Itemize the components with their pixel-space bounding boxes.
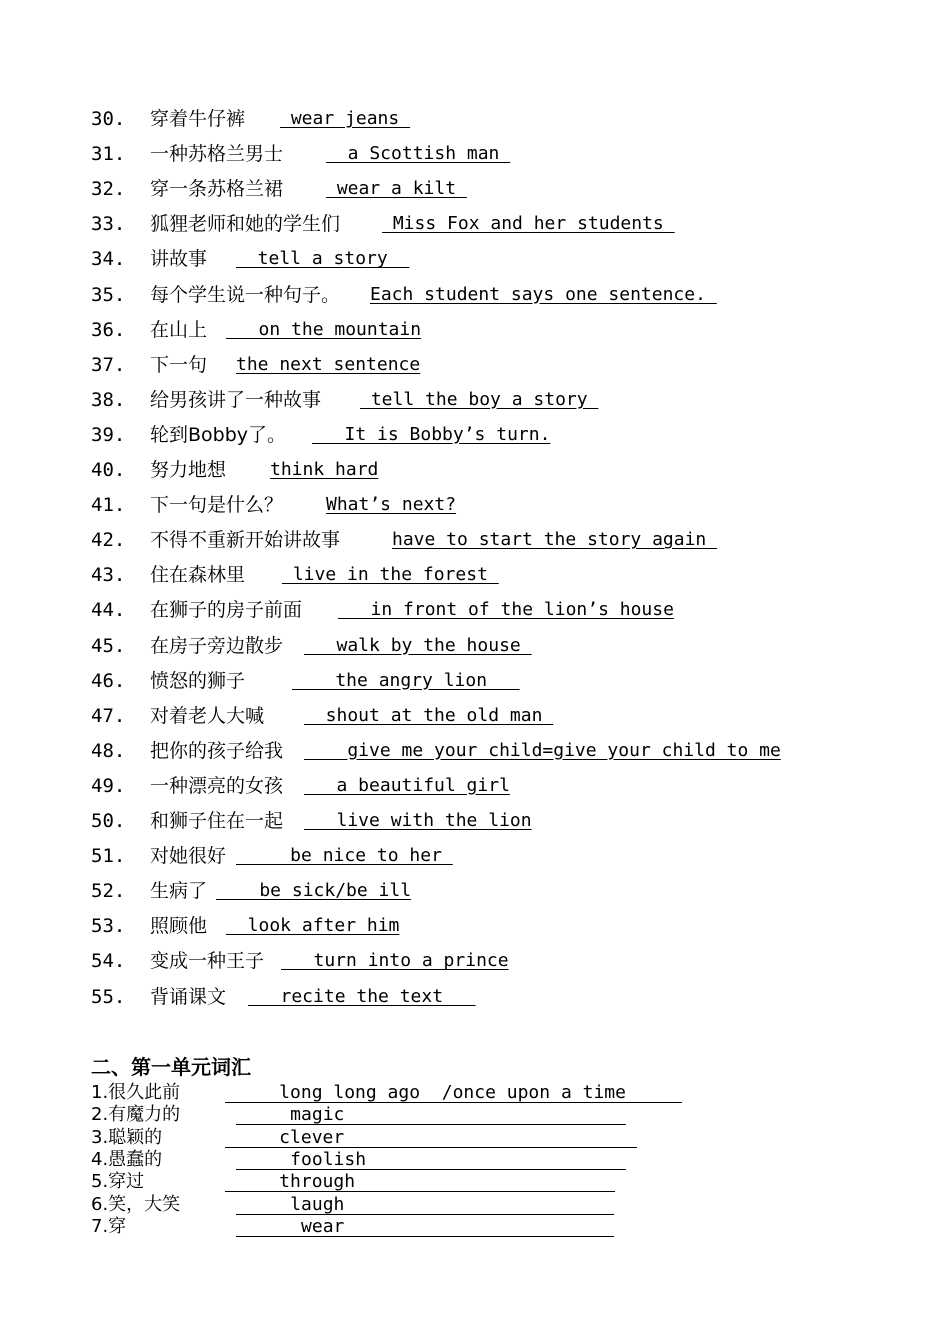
vocab-answer: clever xyxy=(225,1126,345,1148)
phrase-english-answer: wear jeans xyxy=(280,108,411,129)
phrase-english-answer: be nice to her xyxy=(236,845,453,867)
phrase-number: 36. xyxy=(91,318,126,341)
phrase-english-answer: Each student says one sentence. xyxy=(370,283,717,305)
phrase-english-answer: recite the text xyxy=(248,985,476,1007)
vocab-row xyxy=(0,1082,950,1104)
phrase-english-answer: have to start the story again xyxy=(392,529,718,551)
phrase-number: 47. xyxy=(91,704,126,727)
vocab-label: 5.穿过 xyxy=(91,1171,145,1193)
phrase-number: 44. xyxy=(91,599,126,622)
phrase-chinese: 穿着牛仔裤 xyxy=(150,108,246,130)
phrase-number: 31. xyxy=(91,143,126,166)
phrase-chinese: 愤怒的狮子 xyxy=(150,669,246,692)
vocab-answer: foolish xyxy=(236,1148,367,1170)
phrase-number: 42. xyxy=(91,529,126,552)
phrase-number: 49. xyxy=(91,774,126,797)
phrase-chinese: 穿一条苏格兰裙 xyxy=(150,178,284,201)
phrase-chinese: 狐狸老师和她的学生们 xyxy=(150,213,341,236)
phrase-number: 46. xyxy=(91,669,126,692)
phrase-row xyxy=(0,385,950,415)
phrase-row xyxy=(0,280,950,310)
phrase-english-answer: be sick/be ill xyxy=(216,880,412,902)
phrase-number: 54. xyxy=(91,950,126,973)
phrase-english-answer: tell a story xyxy=(236,248,410,270)
phrase-chinese: 一种漂亮的女孩 xyxy=(150,774,284,797)
phrase-number: 33. xyxy=(91,213,126,236)
phrase-english-answer: live with the lion xyxy=(304,810,532,831)
phrase-row xyxy=(0,666,950,696)
phrase-english-answer: think hard xyxy=(270,459,379,480)
phrase-number: 39. xyxy=(91,423,126,446)
phrase-english-answer: a beautiful girl xyxy=(304,774,510,796)
phrase-english-answer: live in the forest xyxy=(282,564,499,586)
vocab-answer: long long ago /once upon a time xyxy=(225,1082,626,1103)
phrase-english-answer: the next sentence xyxy=(236,353,421,375)
vocab-label: 2.有魔力的 xyxy=(91,1104,181,1126)
phrase-row xyxy=(0,946,950,976)
phrase-number: 38. xyxy=(91,388,126,411)
phrase-chinese: 对她很好 xyxy=(150,845,227,868)
phrase-row xyxy=(0,701,950,731)
phrase-row xyxy=(0,631,950,661)
phrase-chinese: 把你的孩子给我 xyxy=(150,739,284,762)
phrase-english-answer: tell the boy a story xyxy=(360,388,599,410)
phrase-english-answer: wear a kilt xyxy=(326,178,467,200)
phrase-row xyxy=(0,420,950,450)
phrase-english-answer: What’s next? xyxy=(326,494,457,516)
phrase-english-answer: look after him xyxy=(226,915,400,937)
phrase-chinese: 对着老人大喊 xyxy=(150,704,265,727)
phrase-chinese: 背诵课文 xyxy=(150,985,227,1008)
phrase-row xyxy=(0,244,950,274)
phrase-row xyxy=(0,350,950,380)
vocab-answer: wear xyxy=(236,1215,345,1237)
vocab-label: 6.笑，大笑 xyxy=(91,1193,181,1215)
phrase-number: 51. xyxy=(91,845,126,868)
phrase-row xyxy=(0,139,950,169)
vocab-answer: laugh xyxy=(236,1193,345,1215)
vocab-row xyxy=(0,1127,950,1149)
phrase-english-answer: the angry lion xyxy=(292,669,520,691)
section-title: 二、第一单元词汇 xyxy=(91,1055,251,1079)
phrase-chinese: 变成一种王子 xyxy=(150,950,265,973)
phrase-row xyxy=(0,560,950,590)
phrase-row xyxy=(0,911,950,941)
vocab-label: 3.聪颖的 xyxy=(91,1126,163,1148)
vocab-answer: magic xyxy=(236,1104,345,1126)
phrase-chinese: 轮到Bobby了。 xyxy=(150,423,287,446)
phrase-row xyxy=(0,104,950,134)
phrase-chinese: 努力地想 xyxy=(150,459,227,481)
vocab-row xyxy=(0,1149,950,1171)
phrase-chinese: 每个学生说一种句子。 xyxy=(150,283,341,306)
vocab-label: 7.穿 xyxy=(91,1215,127,1237)
phrase-chinese: 给男孩讲了一种故事 xyxy=(150,388,322,411)
phrase-chinese: 住在森林里 xyxy=(150,564,246,587)
phrase-row xyxy=(0,455,950,485)
phrase-english-answer: shout at the old man xyxy=(304,704,554,726)
vocab-row xyxy=(0,1171,950,1193)
phrase-number: 50. xyxy=(91,810,126,832)
phrase-number: 45. xyxy=(91,634,126,657)
phrase-number: 32. xyxy=(91,178,126,201)
phrase-number: 55. xyxy=(91,985,126,1008)
phrase-chinese: 在狮子的房子前面 xyxy=(150,599,303,622)
phrase-chinese: 在山上 xyxy=(150,318,208,341)
phrase-number: 41. xyxy=(91,494,126,517)
phrase-chinese: 一种苏格兰男士 xyxy=(150,143,284,166)
phrase-number: 48. xyxy=(91,739,126,762)
phrase-english-answer: It is Bobby’s turn. xyxy=(312,423,551,445)
phrase-row xyxy=(0,806,950,836)
phrase-number: 35. xyxy=(91,283,126,306)
phrase-row xyxy=(0,841,950,871)
phrase-chinese: 下一句 xyxy=(150,353,208,376)
phrase-row xyxy=(0,209,950,239)
vocab-label: 4.愚蠢的 xyxy=(91,1148,163,1170)
phrase-number: 34. xyxy=(91,248,126,271)
phrase-number: 43. xyxy=(91,564,126,587)
phrase-english-answer: walk by the house xyxy=(304,634,532,656)
phrase-row xyxy=(0,174,950,204)
phrase-number: 37. xyxy=(91,353,126,376)
vocab-row xyxy=(0,1104,950,1126)
phrase-row xyxy=(0,595,950,625)
phrase-english-answer: in front of the lion’s house xyxy=(338,599,674,621)
phrase-number: 52. xyxy=(91,880,126,903)
phrase-chinese: 讲故事 xyxy=(150,248,208,271)
phrase-chinese: 和狮子住在一起 xyxy=(150,810,284,832)
vocab-answer: through xyxy=(225,1171,356,1193)
phrase-chinese: 在房子旁边散步 xyxy=(150,634,284,657)
phrase-english-answer: on the mountain xyxy=(226,318,422,340)
phrase-row xyxy=(0,876,950,906)
vocab-label: 1.很久此前 xyxy=(91,1082,181,1103)
phrase-row xyxy=(0,490,950,520)
phrase-english-answer: Miss Fox and her students xyxy=(382,213,675,235)
phrase-english-answer: a Scottish man xyxy=(326,143,511,165)
vocab-row xyxy=(0,1216,950,1238)
phrase-chinese: 生病了 xyxy=(150,880,208,903)
phrase-row xyxy=(0,771,950,801)
vocab-row xyxy=(0,1194,950,1216)
phrase-chinese: 不得不重新开始讲故事 xyxy=(150,529,341,552)
phrase-chinese: 下一句是什么？ xyxy=(150,494,284,517)
phrase-row xyxy=(0,315,950,345)
phrase-number: 40. xyxy=(91,459,126,481)
phrase-row xyxy=(0,982,950,1012)
phrase-chinese: 照顾他 xyxy=(150,915,208,938)
phrase-number: 53. xyxy=(91,915,126,938)
phrase-row xyxy=(0,736,950,766)
phrase-number: 30. xyxy=(91,108,126,130)
phrase-english-answer: turn into a prince xyxy=(281,950,509,972)
phrase-row xyxy=(0,525,950,555)
phrase-english-answer: give me your child=give your child to me xyxy=(304,739,781,761)
